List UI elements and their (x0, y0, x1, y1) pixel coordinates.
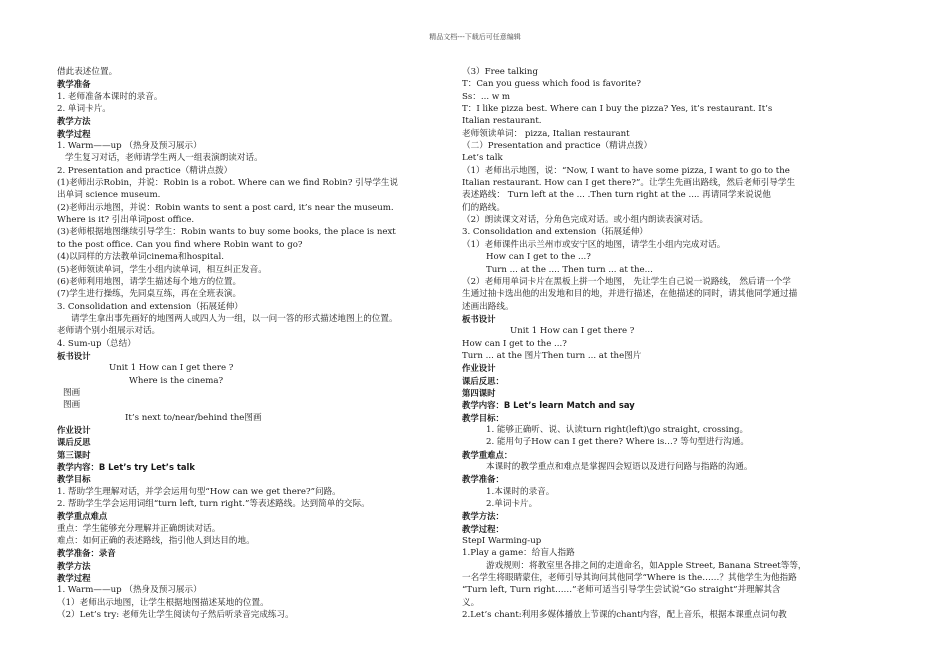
section-heading: 教学目标 (57, 474, 91, 485)
left-column (57, 66, 452, 621)
text-line: 2. 帮助学生学会运用词组“turn left, turn right.”等表述路线。达到简单的交际。 (57, 499, 370, 510)
text-line: 借此表述位置。 (57, 67, 118, 77)
section-heading: 教学过程 (57, 573, 91, 584)
text-line: 2.Let’s chant:利用多媒体播放上节课的chant内容，配上音乐，根据本课重点词句教 (462, 610, 787, 621)
text-line: 1. 能够正确听、说、认读turn right(left)\go straight, crossing。 (486, 424, 749, 435)
text-line: （2）老师用单词卡片在黑板上拼一个地图， 先让学生自己说一说路线， 然后请一个学 (462, 276, 791, 287)
text-line: Italian restaurant. (462, 116, 542, 127)
text-line: 1.本课时的录音。 (486, 486, 555, 497)
text-line: 1. Warm——up （热身及预习展示） (57, 585, 202, 596)
section-heading: 第四课时 (462, 387, 496, 398)
text-line: 图画 (63, 387, 81, 398)
text-line: Ss：... w m (462, 91, 511, 102)
text-line: 表述路线： Turn left at the ... .Then turn right at the .... 再请同学来说说他 (462, 190, 771, 201)
text-line: 义。 (462, 597, 480, 608)
text-line: to the post office. Can you find where Robin want to go? (57, 239, 303, 250)
text-line: 1. Warm——up （热身及预习展示） (57, 141, 202, 152)
text-line: 3. Consolidation and extension（拓展延伸） (57, 301, 243, 312)
text-line: 1.Play a game：给盲人指路 (462, 548, 575, 559)
text-line: 图画 (63, 400, 81, 411)
text-line: 1. 老师准备本课时的录音。 (57, 91, 163, 102)
text-line: 本课时的教学重点和难点是掌握四会短语以及进行问路与指路的沟通。 (486, 462, 753, 472)
text-line: 2. 单词卡片。 (57, 104, 111, 115)
text-line: （2）Let’s try: 老师先让学生阅读句子然后听录音完成练习。 (57, 610, 294, 621)
text-line: Unit 1 How can I get there ? (510, 326, 635, 337)
text-line: Where is the cinema? (129, 375, 224, 386)
text-line: (4)以同样的方法教单词cinema和hospital. (57, 252, 224, 263)
text-line: （1）老师出示地图，让学生根据地图描述某地的位置。 (57, 597, 269, 608)
text-line: 重点：学生能够充分理解并正确朗读对话。 (57, 523, 221, 534)
text-line: 3. Consolidation and extension（拓展延伸） (462, 227, 648, 238)
section-heading: 教学内容：B Let’s learn Match and say (462, 400, 635, 411)
text-line: 一名学生将眼睛蒙住，老师引导其询问其他同学“Where is the……？其他学生为他指路 (462, 573, 797, 584)
text-line: Turn ... at the .... Then turn ... at the... (486, 264, 653, 275)
text-line: (3)老师根据地图继续引导学生：Robin wants to buy some books, the place is next (57, 227, 396, 238)
text-line: 请学生拿出事先画好的地图两人或四人为一组，以一问一答的形式描述地图上的位置。 (71, 313, 398, 324)
section-heading: 教学内容：B Let’s try Let’s talk (57, 462, 195, 472)
section-heading: 板书设计 (462, 313, 496, 324)
section-heading: 教学方法 (57, 560, 91, 571)
page-header: 精品文档---下载后可任意编辑 (429, 33, 521, 41)
section-heading: 教学准备：录音 (57, 548, 116, 559)
text-line: It’s next to/near/behind the图画 (125, 412, 262, 423)
section-heading: 教学目标： (462, 412, 504, 423)
section-heading: 教学重点难点 (57, 511, 108, 522)
text-line: Italian restaurant. How can I get there?”。让学生先画出路线，然后老师引导学生 (462, 178, 796, 189)
text-line: 学生复习对话，老师请学生两人一组表演朗读对话。 (65, 153, 263, 164)
text-line: StepI Warming-up (462, 536, 542, 547)
section-heading: 教学重难点： (462, 449, 513, 460)
text-line: （2）朗读课文对话，分角色完成对话。或小组内朗读表演对话。 (462, 215, 709, 226)
text-line: How can I get to the ...? (462, 338, 567, 349)
section-heading: 教学过程 (57, 128, 91, 139)
section-heading: 教学准备： (462, 474, 504, 485)
text-line: (1)老师出示Robin，并说：Robin is a robot. Where can we find Robin? 引导学生说 (57, 178, 399, 189)
text-line: 老师领读单词： pizza, Italian restaurant (462, 128, 630, 139)
text-line: How can I get to the ...? (486, 252, 591, 263)
section-heading: 第三课时 (57, 449, 91, 460)
text-line: (2)老师出示地图，并说：Robin wants to sent a post card, it’s near the museum. (57, 202, 394, 213)
text-line: (6)老师利用地图，请学生描述每个地方的位置。 (57, 276, 242, 287)
text-line: Where is it? 引出单词post office. (57, 215, 195, 226)
section-heading: 课后反思 (57, 437, 91, 448)
text-line: （1）老师出示地图，说：“Now, I want to have some pizza, I want to go to the (462, 165, 790, 176)
text-line: 述画出路线。 (462, 301, 514, 312)
text-line: 老师请个别小组展示对话。 (57, 326, 161, 337)
text-line: Let’s talk (462, 153, 503, 164)
section-heading: 教学准备 (57, 79, 91, 90)
section-heading: 作业设计 (57, 424, 91, 435)
text-line: T：I like pizza best. Where can I buy the pizza? Yes, it’s restaurant. It’s (462, 104, 773, 115)
text-line: 2. Presentation and practice（精讲点拨） (57, 165, 233, 176)
text-line: T：Can you guess which food is favorite? (462, 79, 641, 90)
text-line: “Turn left, Turn right……”老师可适当引导学生尝试说“Go straight”并理解其含 (462, 585, 781, 596)
text-line: 游戏规则：将教室里各排之间的走道命名，如Apple Street, Banana Street等等， (486, 560, 807, 571)
section-heading: 板书设计 (57, 350, 91, 361)
text-line: 1. 帮助学生理解对话，并学会运用句型“How can we get there?”问路。 (57, 486, 341, 497)
section-heading: 作业设计 (462, 363, 496, 374)
text-line: 4. Sum-up（总结） (57, 338, 136, 349)
text-line: 2.单词卡片。 (486, 499, 538, 510)
text-line: 出单词 science museum. (57, 190, 161, 201)
section-heading: 教学过程： (462, 523, 504, 534)
section-heading: 课后反思： (462, 375, 504, 386)
text-line: （1）老师课件出示兰州市或安宁区的地图，请学生小组内完成对话。 (462, 239, 726, 250)
section-heading: 教学方法： (462, 511, 504, 522)
section-heading: 教学方法 (57, 116, 91, 127)
text-line: 生通过抽卡选出他的出发地和目的地，并进行描述，在他描述的同时，请其他同学通过描 (462, 289, 798, 300)
text-line: （3）Free talking (462, 67, 538, 77)
text-line: Turn ... at the 图片Then turn ... at the图片 (462, 350, 642, 361)
text-line: (7)学生进行操练，先同桌互练，再在全班表演。 (57, 289, 242, 300)
text-line: Unit 1 How can I get there ? (109, 363, 234, 374)
text-line: （二）Presentation and practice（精讲点拨） (462, 141, 653, 152)
text-line: 难点：如何正确的表述路线，指引他人到达目的地。 (57, 536, 255, 547)
text-line: (5)老师领读单词，学生小组内读单词，相互纠正发音。 (57, 264, 267, 275)
text-line: 2. 能用句子How can I get there? Where is…? 等句型进行沟通。 (486, 437, 749, 448)
right-column (462, 66, 862, 621)
text-line: 们的路线。 (462, 202, 505, 213)
